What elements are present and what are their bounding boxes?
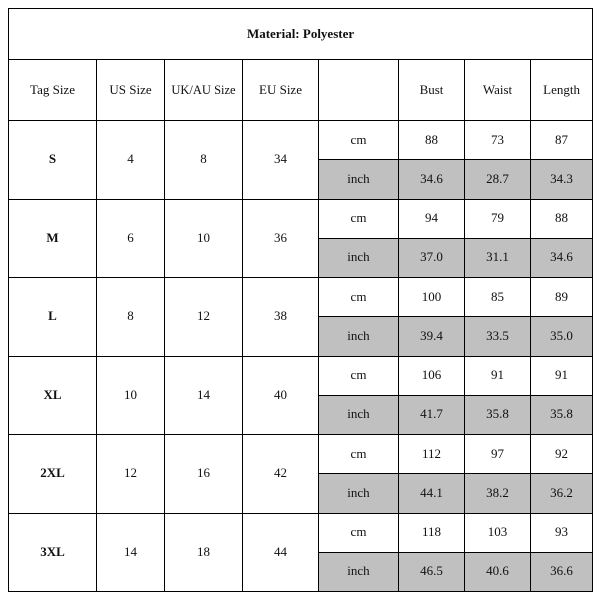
cell-unit-inch: inch xyxy=(319,474,399,513)
cell-unit-cm: cm xyxy=(319,356,399,395)
cell-us-size: 10 xyxy=(97,356,165,435)
page-title: Material: Polyester xyxy=(9,9,593,60)
cell-uk-au-size: 18 xyxy=(165,513,243,592)
cell-eu-size: 44 xyxy=(243,513,319,592)
cell-bust-cm: 106 xyxy=(399,356,465,395)
cell-tag-size: L xyxy=(9,278,97,357)
header-length: Length xyxy=(531,60,593,121)
table-row xyxy=(9,278,593,317)
cell-unit-cm: cm xyxy=(319,199,399,238)
cell-unit-inch: inch xyxy=(319,160,399,199)
cell-length-cm: 89 xyxy=(531,278,593,317)
cell-length-inch: 35.8 xyxy=(531,395,593,434)
cell-waist-inch: 31.1 xyxy=(465,238,531,277)
cell-length-inch: 36.6 xyxy=(531,552,593,591)
cell-waist-inch: 35.8 xyxy=(465,395,531,434)
cell-tag-size: 2XL xyxy=(9,435,97,514)
cell-bust-cm: 100 xyxy=(399,278,465,317)
table-row xyxy=(9,121,593,160)
cell-unit-inch: inch xyxy=(319,395,399,434)
cell-waist-cm: 85 xyxy=(465,278,531,317)
table-row xyxy=(9,513,593,552)
cell-bust-inch: 46.5 xyxy=(399,552,465,591)
cell-length-cm: 87 xyxy=(531,121,593,160)
cell-uk-au-size: 16 xyxy=(165,435,243,514)
cell-waist-cm: 103 xyxy=(465,513,531,552)
cell-length-inch: 36.2 xyxy=(531,474,593,513)
header-us-size: US Size xyxy=(97,60,165,121)
cell-length-inch: 34.3 xyxy=(531,160,593,199)
cell-waist-inch: 33.5 xyxy=(465,317,531,356)
cell-uk-au-size: 14 xyxy=(165,356,243,435)
cell-eu-size: 36 xyxy=(243,199,319,278)
cell-waist-cm: 97 xyxy=(465,435,531,474)
cell-bust-cm: 118 xyxy=(399,513,465,552)
cell-waist-cm: 79 xyxy=(465,199,531,238)
cell-bust-inch: 34.6 xyxy=(399,160,465,199)
cell-length-inch: 34.6 xyxy=(531,238,593,277)
cell-uk-au-size: 10 xyxy=(165,199,243,278)
cell-us-size: 4 xyxy=(97,121,165,200)
table-title-row xyxy=(9,9,593,60)
cell-unit-cm: cm xyxy=(319,121,399,160)
header-unit xyxy=(319,60,399,121)
cell-tag-size: S xyxy=(9,121,97,200)
cell-waist-inch: 28.7 xyxy=(465,160,531,199)
cell-tag-size: 3XL xyxy=(9,513,97,592)
cell-bust-inch: 37.0 xyxy=(399,238,465,277)
cell-bust-cm: 88 xyxy=(399,121,465,160)
cell-length-inch: 35.0 xyxy=(531,317,593,356)
cell-unit-inch: inch xyxy=(319,317,399,356)
cell-length-cm: 92 xyxy=(531,435,593,474)
table-row xyxy=(9,199,593,238)
cell-bust-inch: 41.7 xyxy=(399,395,465,434)
cell-us-size: 8 xyxy=(97,278,165,357)
cell-waist-cm: 73 xyxy=(465,121,531,160)
cell-bust-inch: 44.1 xyxy=(399,474,465,513)
cell-uk-au-size: 12 xyxy=(165,278,243,357)
size-chart-table xyxy=(8,8,593,592)
cell-unit-inch: inch xyxy=(319,238,399,277)
cell-us-size: 6 xyxy=(97,199,165,278)
header-eu-size: EU Size xyxy=(243,60,319,121)
cell-unit-inch: inch xyxy=(319,552,399,591)
cell-eu-size: 34 xyxy=(243,121,319,200)
cell-tag-size: XL xyxy=(9,356,97,435)
cell-eu-size: 38 xyxy=(243,278,319,357)
cell-tag-size: M xyxy=(9,199,97,278)
cell-bust-cm: 112 xyxy=(399,435,465,474)
cell-length-cm: 93 xyxy=(531,513,593,552)
cell-length-cm: 88 xyxy=(531,199,593,238)
header-tag-size: Tag Size xyxy=(9,60,97,121)
header-uk-au-size: UK/AU Size xyxy=(165,60,243,121)
cell-bust-cm: 94 xyxy=(399,199,465,238)
cell-unit-cm: cm xyxy=(319,278,399,317)
cell-unit-cm: cm xyxy=(319,435,399,474)
cell-waist-inch: 38.2 xyxy=(465,474,531,513)
cell-bust-inch: 39.4 xyxy=(399,317,465,356)
cell-length-cm: 91 xyxy=(531,356,593,395)
cell-us-size: 12 xyxy=(97,435,165,514)
table-row xyxy=(9,435,593,474)
cell-waist-cm: 91 xyxy=(465,356,531,395)
cell-uk-au-size: 8 xyxy=(165,121,243,200)
cell-eu-size: 40 xyxy=(243,356,319,435)
cell-us-size: 14 xyxy=(97,513,165,592)
cell-waist-inch: 40.6 xyxy=(465,552,531,591)
table-header-row xyxy=(9,60,593,121)
header-waist: Waist xyxy=(465,60,531,121)
cell-unit-cm: cm xyxy=(319,513,399,552)
header-bust: Bust xyxy=(399,60,465,121)
table-row xyxy=(9,356,593,395)
cell-eu-size: 42 xyxy=(243,435,319,514)
